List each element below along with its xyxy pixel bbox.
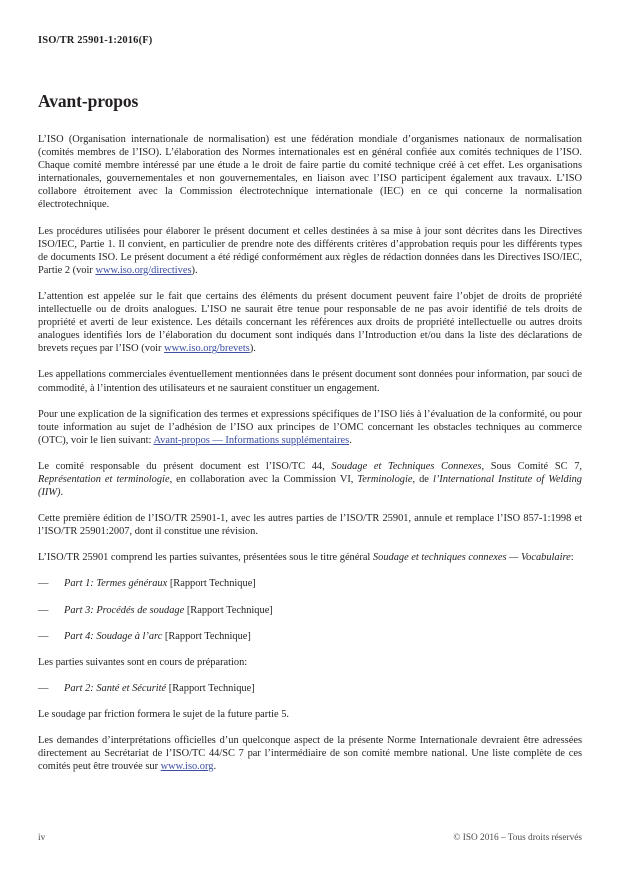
link-iso-brevets[interactable]: www.iso.org/brevets <box>164 343 250 355</box>
upcoming-parts-list <box>38 669 582 695</box>
page-footer <box>38 833 582 843</box>
series-text-2: : <box>570 552 574 564</box>
paragraph-text-after-link: . <box>349 434 352 446</box>
committee-text-4: , de <box>412 473 433 485</box>
part-title: Part 4: Soudage à l’arc <box>64 630 163 642</box>
running-header: ISO/TR 25901-1:2016(F) <box>38 35 153 46</box>
committee-text-1: Le comité responsable du présent document est l’ISO/TC 44, <box>38 460 332 472</box>
paragraph-text-before-link: Pour une explication de la signification des termes et expressions spécifiques de l’ISO liés à l’évaluation de la conformité, ou pour toute information au sujet de l’adhésion de l’ISO aux principes de l’OMC concernant les obstacles techniques au commerce (OTC), voir le lien suivant: <box>38 408 582 446</box>
series-text-1: L’ISO/TR 25901 comprend les parties suivantes, présentées sous le titre général <box>38 552 373 564</box>
paragraph-text-before-link: Les demandes d’interprétations officielles d’un quelconque aspect de la présente Norme Internationale devraient être adressées directement au Secrétariat de l’ISO/TC 44/SC 7 par l’intermédiaire de son comité membre national. Une liste complète de ces comités peut être trouvée sur <box>38 735 582 773</box>
list-item <box>38 669 582 695</box>
link-iso-directives[interactable]: www.iso.org/directives <box>95 264 192 276</box>
em-dash-bullet-icon: — <box>38 630 49 642</box>
page-content <box>38 0 582 773</box>
committee-title-tc44: Soudage et Techniques Connexes <box>331 460 482 472</box>
committee-text-5: . <box>60 487 64 499</box>
paragraph-text: L’ISO (Organisation internationale de normalisation) est une fédération mondiale d’organismes nationaux de normalisation (comités membres de l’ISO). L’élaboration des Normes internationales est en général confiée aux comités techniques de l’ISO. Chaque comité membre intéressé par une étude a le droit de faire partie du comité technique créé à cet effet. Les organisations internationales, gouvernementales et non gouvernementales, en liaison avec l’ISO participent également aux travaux. L’ISO collabore étroitement avec la Commission électrotechnique internationale (IEC) en ce qui concerne la normalisation électrotechnique. <box>38 134 582 211</box>
list-item <box>38 591 582 617</box>
committee-title-commission-vi: Terminologie <box>357 473 413 485</box>
published-parts-list <box>38 564 582 642</box>
paragraph-interpretation-requests <box>38 721 582 773</box>
committee-text-3: , en collaboration avec la Commission VI, <box>169 473 358 485</box>
paragraph-patent-rights <box>38 277 582 355</box>
part-title: Part 2: Santé et Sécurité <box>64 682 167 694</box>
paragraph-text-before-link: L’attention est appelée sur le fait que certains des éléments du présent document peuvent faire l’objet de droits de propriété intellectuelle ou de droits analogues. L’ISO ne saurait être tenue pour responsable de ne pas avoir identifié de tels droits de propriété et averti de leur existence. Les détails concernant les références aux droits de propriété intellectuelle ou autres droits analogues identifiés lors de l’élaboration du document sont indiqués dans l’Introduction et/ou dans la liste des déclarations de brevets reçues par l’ISO (voir <box>38 290 582 355</box>
link-iso-org[interactable]: www.iso.org <box>160 761 214 773</box>
paragraph-text-after-link: ). <box>191 264 198 276</box>
paragraph-series-intro <box>38 538 582 564</box>
paragraph-wto-tbt <box>38 395 582 447</box>
paragraph-text: Cette première édition de l’ISO/TR 25901-1, avec les autres parties de l’ISO/TR 25901, annule et remplace l’ISO 857-1:1998 et l’ISO/TR 25901:2007, dont il constitue une révision. <box>38 513 582 538</box>
series-general-title: Soudage et techniques connexes — Vocabulaire <box>372 552 571 564</box>
committee-text-2: , Sous Comité SC 7, <box>481 460 582 472</box>
em-dash-bullet-icon: — <box>38 682 49 694</box>
paragraph-text-after-link: ). <box>249 343 256 355</box>
em-dash-bullet-icon: — <box>38 604 49 616</box>
part-title: Part 3: Procédés de soudage <box>64 604 185 616</box>
part-title: Part 1: Termes généraux <box>64 578 168 590</box>
page-title: Avant-propos <box>38 91 139 111</box>
list-item <box>38 617 582 643</box>
paragraph-scope-iso <box>38 133 582 212</box>
part-kind: [Rapport Technique] <box>162 630 251 642</box>
link-foreword-supplementary-information[interactable]: Avant-propos — Informations supplémentaires <box>153 434 350 446</box>
footer-page-number: iv <box>38 833 46 843</box>
paragraph-edition-history <box>38 499 582 538</box>
paragraph-text-after-link: . <box>213 761 217 773</box>
footer-copyright: © ISO 2016 – Tous droits réservés <box>453 833 582 843</box>
paragraph-text-before-link: Les procédures utilisées pour élaborer le présent document et celles destinées à sa mise à jour sont décrites dans les Directives ISO/IEC, Partie 1. Il convient, en particulier de prendre note des différents critères d’approbation requis pour les différents types de documents ISO. Le présent document a été rédigé conformément aux règles de rédaction données dans les Directives ISO/IEC, Partie 2 (voir <box>38 225 582 276</box>
committee-organisation-iiw: l’International Institute of Welding (IIW) <box>38 473 583 499</box>
paragraph-responsible-committee <box>38 447 582 499</box>
paragraph-directives <box>38 212 582 277</box>
paragraph-upcoming-intro <box>38 643 582 669</box>
list-item <box>38 564 582 590</box>
part-kind: [Rapport Technique] <box>167 578 256 590</box>
paragraph-text: Les parties suivantes sont en cours de préparation: <box>38 656 248 668</box>
paragraph-future-part-5 <box>38 695 582 721</box>
foreword-body <box>38 133 582 773</box>
em-dash-bullet-icon: — <box>38 578 49 590</box>
paragraph-text: Les appellations commerciales éventuellement mentionnées dans le présent document sont données pour information, par souci de commodité, à l’intention des utilisateurs et ne sauraient constituer un engagement. <box>38 369 582 394</box>
paragraph-text: Le soudage par friction formera le sujet de la future partie 5. <box>38 708 289 720</box>
paragraph-trade-names <box>38 355 582 394</box>
committee-title-sc7: Représentation et terminologie <box>38 473 170 485</box>
part-kind: [Rapport Technique] <box>166 682 255 694</box>
part-kind: [Rapport Technique] <box>184 604 273 616</box>
